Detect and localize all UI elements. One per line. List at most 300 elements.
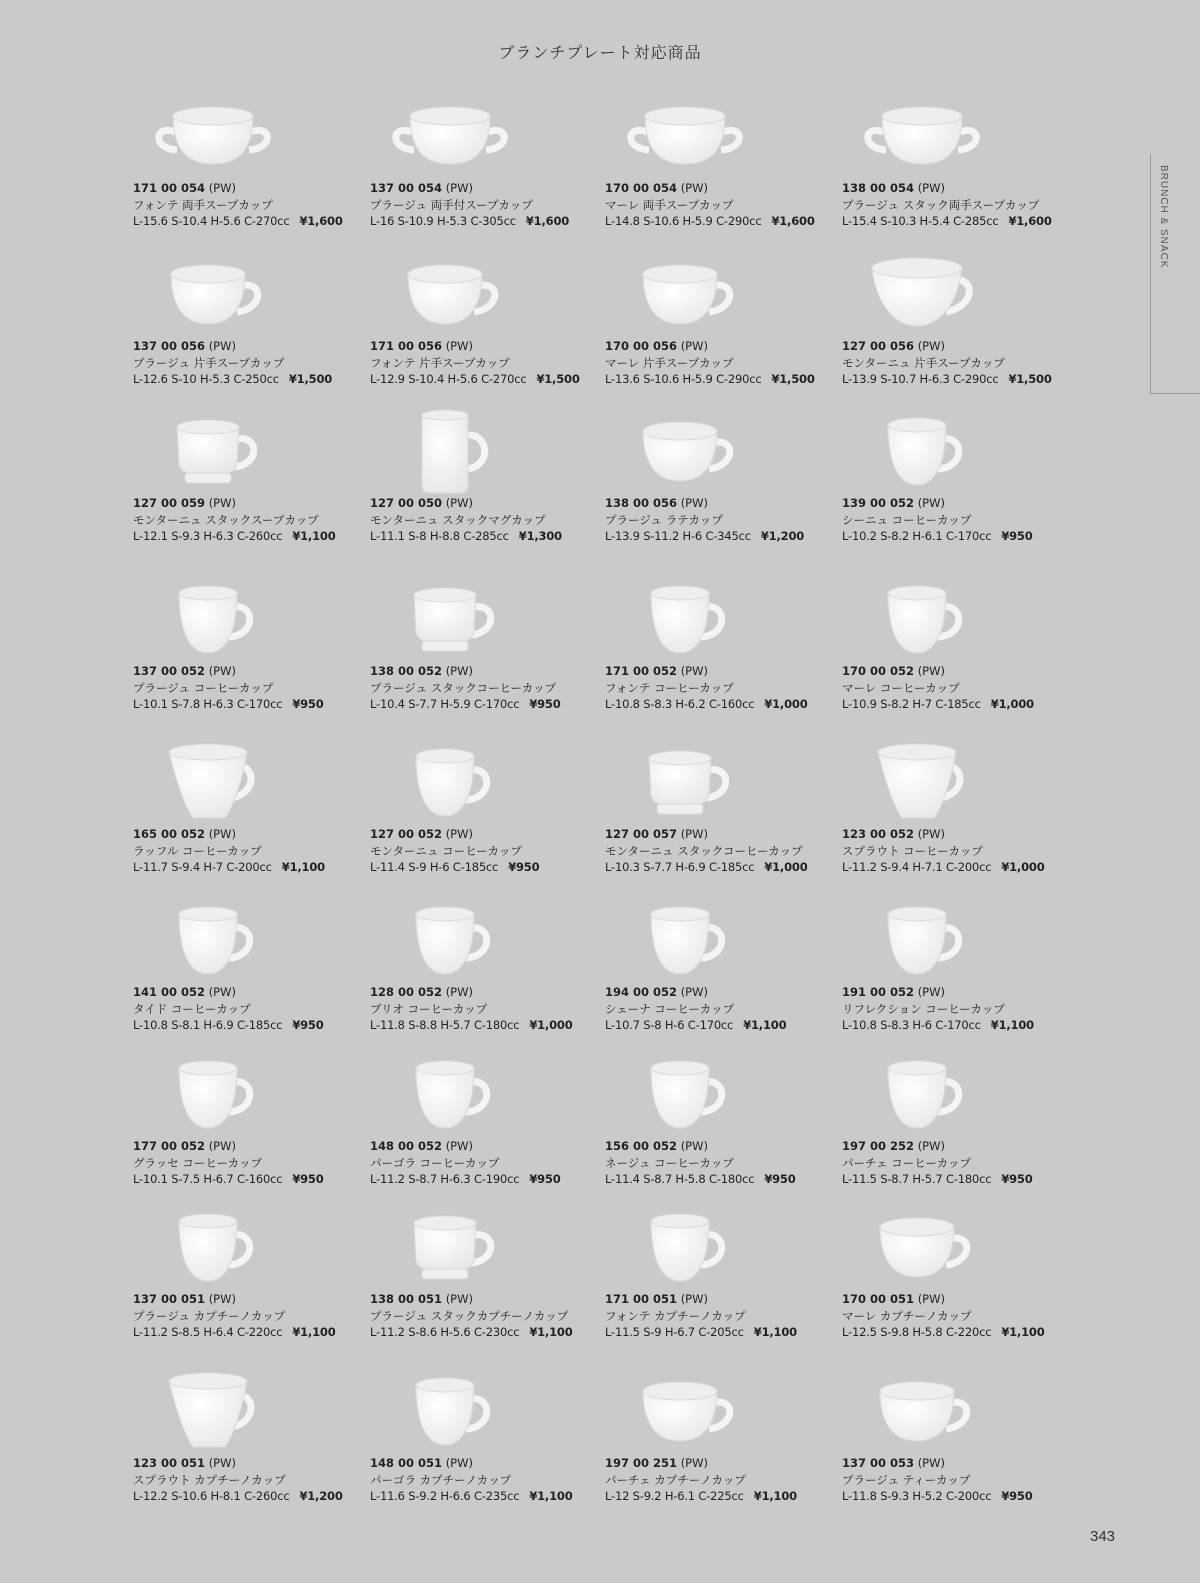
product-photo (133, 1203, 293, 1293)
product-price: ¥1,100 (281, 860, 325, 874)
product-card (370, 92, 610, 242)
product-dimensions: L-10.2 S-8.2 H-6.1 C-170cc (842, 529, 992, 543)
product-card (842, 575, 1082, 725)
product-code-line (133, 1138, 373, 1155)
product-dimensions: L-12.1 S-9.3 H-6.3 C-260cc (133, 529, 283, 543)
product-card (605, 896, 845, 1046)
product-finish: (PW) (208, 1292, 236, 1306)
product-photo (842, 1367, 1002, 1457)
product-name: プラージュ スタックカプチーノカップ (370, 1308, 569, 1323)
product-spec-line (370, 1488, 610, 1505)
product-dimensions: L-11.7 S-9.4 H-7 C-200cc (133, 860, 272, 874)
product-price: ¥1,000 (529, 1018, 573, 1032)
product-spec-line (133, 1171, 373, 1188)
product-name: フォンテ 片手スープカップ (370, 355, 510, 370)
product-photo (842, 250, 1002, 340)
product-info (133, 826, 373, 876)
product-name: プラージュ カプチーノカップ (133, 1308, 286, 1323)
product-dimensions: L-11.5 S-8.7 H-5.7 C-180cc (842, 1172, 992, 1186)
product-spec-line (842, 1324, 1082, 1341)
product-code-line (842, 338, 1082, 355)
product-photo (842, 1050, 1002, 1140)
product-info (133, 338, 373, 388)
product-card (605, 250, 845, 400)
product-price: ¥1,500 (771, 372, 815, 386)
product-info (133, 1455, 373, 1505)
product-price: ¥1,100 (292, 529, 336, 543)
product-price: ¥1,100 (753, 1325, 797, 1339)
product-info (370, 984, 610, 1034)
product-name: パーチェ コーヒーカップ (842, 1155, 972, 1170)
product-code: 123 00 052 (842, 827, 915, 841)
product-code: 138 00 052 (370, 664, 443, 678)
product-finish: (PW) (917, 985, 945, 999)
product-code: 138 00 054 (842, 181, 915, 195)
product-finish: (PW) (445, 985, 473, 999)
product-info (133, 663, 373, 713)
product-info (842, 1291, 1082, 1341)
product-name: プラージュ スタックコーヒーカップ (370, 680, 557, 695)
product-spec-line (842, 1171, 1082, 1188)
product-photo (370, 1203, 530, 1293)
product-info (842, 1455, 1082, 1505)
product-photo (605, 407, 765, 497)
product-price: ¥950 (508, 860, 540, 874)
product-name: モンターニュ 片手スープカップ (842, 355, 1005, 370)
product-finish: (PW) (917, 664, 945, 678)
product-dimensions: L-10.1 S-7.5 H-6.7 C-160cc (133, 1172, 283, 1186)
product-card (842, 407, 1082, 557)
product-finish: (PW) (208, 496, 236, 510)
product-info (605, 826, 845, 876)
product-price: ¥950 (1001, 1489, 1033, 1503)
product-info (133, 495, 373, 545)
product-photo (370, 407, 530, 497)
product-name: マーレ 片手スープカップ (605, 355, 734, 370)
product-spec-line (370, 1324, 610, 1341)
product-info (370, 826, 610, 876)
product-code: 148 00 051 (370, 1456, 443, 1470)
product-dimensions: L-12.2 S-10.6 H-8.1 C-260cc (133, 1489, 290, 1503)
product-code-line (605, 1455, 845, 1472)
product-info (605, 663, 845, 713)
product-spec-line (605, 859, 845, 876)
product-name: パーゴラ コーヒーカップ (370, 1155, 500, 1170)
product-info (605, 1291, 845, 1341)
product-code-line (370, 663, 610, 680)
product-photo (370, 92, 530, 182)
product-photo (842, 407, 1002, 497)
product-spec-line (133, 213, 373, 230)
product-code: 171 00 052 (605, 664, 678, 678)
product-code-line (133, 984, 373, 1001)
product-photo (605, 1050, 765, 1140)
product-info (605, 338, 845, 388)
product-photo (133, 407, 293, 497)
product-spec-line (133, 696, 373, 713)
product-card (605, 92, 845, 242)
product-dimensions: L-11.6 S-9.2 H-6.6 C-235cc (370, 1489, 520, 1503)
product-name: プラージュ ラテカップ (605, 512, 723, 527)
product-card (605, 1050, 845, 1200)
product-dimensions: L-10.1 S-7.8 H-6.3 C-170cc (133, 697, 283, 711)
product-info (605, 495, 845, 545)
product-finish: (PW) (208, 1456, 236, 1470)
product-code: 138 00 051 (370, 1292, 443, 1306)
product-card (605, 575, 845, 725)
product-code: 170 00 054 (605, 181, 678, 195)
product-finish: (PW) (208, 664, 236, 678)
product-code-line (370, 984, 610, 1001)
product-card (133, 1203, 373, 1353)
product-price: ¥1,300 (518, 529, 562, 543)
product-code-line (133, 495, 373, 512)
product-price: ¥1,100 (529, 1325, 573, 1339)
product-price: ¥1,000 (1001, 860, 1045, 874)
product-price: ¥950 (764, 1172, 796, 1186)
product-name: プラージュ コーヒーカップ (133, 680, 274, 695)
product-code-line (133, 1291, 373, 1308)
product-finish: (PW) (208, 985, 236, 999)
product-code: 127 00 056 (842, 339, 915, 353)
product-price: ¥1,600 (525, 214, 570, 228)
product-code: 137 00 051 (133, 1292, 206, 1306)
product-card (370, 575, 610, 725)
product-code: 197 00 251 (605, 1456, 678, 1470)
product-code-line (605, 984, 845, 1001)
product-photo (370, 575, 530, 665)
product-finish: (PW) (680, 1456, 708, 1470)
product-name: スプラウト コーヒーカップ (842, 843, 983, 858)
product-dimensions: L-11.5 S-9 H-6.7 C-205cc (605, 1325, 744, 1339)
product-dimensions: L-12.6 S-10 H-5.3 C-250cc (133, 372, 279, 386)
product-photo (133, 575, 293, 665)
product-code-line (370, 826, 610, 843)
product-name: ネージュ コーヒーカップ (605, 1155, 734, 1170)
product-code: 127 00 050 (370, 496, 443, 510)
product-dimensions: L-10.8 S-8.3 H-6.2 C-160cc (605, 697, 755, 711)
product-name: モンターニュ スタックコーヒーカップ (605, 843, 803, 858)
product-card (370, 738, 610, 888)
product-name: マーレ カプチーノカップ (842, 1308, 972, 1323)
product-photo (133, 92, 293, 182)
product-card (842, 896, 1082, 1046)
product-info (370, 1455, 610, 1505)
product-price: ¥1,200 (299, 1489, 343, 1503)
product-photo (370, 250, 530, 340)
product-name: タイド コーヒーカップ (133, 1001, 251, 1016)
product-info (370, 1138, 610, 1188)
product-code-line (133, 338, 373, 355)
product-code-line (605, 1291, 845, 1308)
product-finish: (PW) (680, 664, 708, 678)
product-card (842, 92, 1082, 242)
product-dimensions: L-10.9 S-8.2 H-7 C-185cc (842, 697, 981, 711)
product-spec-line (370, 859, 610, 876)
product-card (842, 1050, 1082, 1200)
product-code-line (370, 1138, 610, 1155)
product-code-line (370, 180, 610, 197)
product-card (605, 407, 845, 557)
product-finish: (PW) (680, 827, 708, 841)
product-price: ¥950 (292, 1172, 324, 1186)
product-finish: (PW) (917, 1456, 945, 1470)
product-dimensions: L-11.4 S-9 H-6 C-185cc (370, 860, 499, 874)
product-spec-line (605, 1324, 845, 1341)
product-finish: (PW) (917, 1139, 945, 1153)
product-spec-line (133, 1017, 373, 1034)
product-price: ¥1,600 (771, 214, 815, 228)
product-name: プラージュ 片手スープカップ (133, 355, 285, 370)
product-code: 127 00 052 (370, 827, 443, 841)
product-spec-line (133, 371, 373, 388)
product-code-line (605, 180, 845, 197)
product-spec-line (370, 371, 610, 388)
product-spec-line (842, 371, 1082, 388)
product-name: マーレ 両手スープカップ (605, 197, 734, 212)
product-price: ¥950 (1001, 529, 1033, 543)
product-name: スプラウト カプチーノカップ (133, 1472, 286, 1487)
product-name: グラッセ コーヒーカップ (133, 1155, 263, 1170)
product-card (370, 1050, 610, 1200)
product-code-line (605, 338, 845, 355)
product-code-line (370, 1455, 610, 1472)
product-code-line (370, 1291, 610, 1308)
page-title: ブランチプレート対応商品 (498, 43, 702, 62)
product-spec-line (605, 1171, 845, 1188)
product-price: ¥950 (529, 697, 561, 711)
product-spec-line (605, 213, 845, 230)
product-info (842, 1138, 1082, 1188)
product-card (133, 1367, 373, 1517)
product-dimensions: L-15.6 S-10.4 H-5.6 C-270cc (133, 214, 290, 228)
product-code: 137 00 054 (370, 181, 443, 195)
product-name: フォンテ コーヒーカップ (605, 680, 734, 695)
product-photo (605, 1203, 765, 1293)
product-photo (605, 250, 765, 340)
product-code: 138 00 056 (605, 496, 678, 510)
product-name: シェーナ コーヒーカップ (605, 1001, 735, 1016)
product-card (605, 1203, 845, 1353)
product-code-line (842, 1455, 1082, 1472)
product-code-line (133, 826, 373, 843)
product-code: 171 00 051 (605, 1292, 678, 1306)
product-code: 137 00 052 (133, 664, 206, 678)
section-side-label: BRUNCH & SNACK (1158, 165, 1169, 269)
product-name: ブリオ コーヒーカップ (370, 1001, 488, 1016)
product-photo (605, 738, 765, 828)
product-code: 165 00 052 (133, 827, 206, 841)
product-code: 171 00 054 (133, 181, 206, 195)
product-spec-line (133, 1324, 373, 1341)
product-name: パーゴラ カプチーノカップ (370, 1472, 512, 1487)
product-finish: (PW) (445, 339, 473, 353)
product-card (133, 92, 373, 242)
product-card (842, 738, 1082, 888)
product-price: ¥1,000 (990, 697, 1034, 711)
product-code: 141 00 052 (133, 985, 206, 999)
product-card (370, 1203, 610, 1353)
product-code: 128 00 052 (370, 985, 443, 999)
product-code-line (842, 984, 1082, 1001)
product-info (133, 1138, 373, 1188)
product-dimensions: L-11.2 S-9.4 H-7.1 C-200cc (842, 860, 992, 874)
product-finish: (PW) (680, 339, 708, 353)
product-photo (370, 1367, 530, 1457)
product-finish: (PW) (208, 827, 236, 841)
product-info (842, 826, 1082, 876)
product-dimensions: L-11.2 S-8.6 H-5.6 C-230cc (370, 1325, 520, 1339)
product-spec-line (370, 1171, 610, 1188)
product-spec-line (370, 528, 610, 545)
product-price: ¥1,100 (1001, 1325, 1045, 1339)
product-info (605, 984, 845, 1034)
product-card (133, 1050, 373, 1200)
product-photo (842, 575, 1002, 665)
product-photo (133, 896, 293, 986)
product-spec-line (842, 859, 1082, 876)
product-dimensions: L-11.4 S-8.7 H-5.8 C-180cc (605, 1172, 755, 1186)
product-code: 139 00 052 (842, 496, 915, 510)
product-price: ¥1,500 (536, 372, 580, 386)
product-info (133, 984, 373, 1034)
product-spec-line (605, 528, 845, 545)
product-code: 156 00 052 (605, 1139, 678, 1153)
product-dimensions: L-13.9 S-10.7 H-6.3 C-290cc (842, 372, 999, 386)
product-dimensions: L-15.4 S-10.3 H-5.4 C-285cc (842, 214, 999, 228)
product-finish: (PW) (445, 181, 473, 195)
product-card (133, 575, 373, 725)
product-price: ¥950 (292, 1018, 324, 1032)
product-price: ¥950 (529, 1172, 561, 1186)
product-finish: (PW) (917, 1292, 945, 1306)
product-price: ¥1,200 (760, 529, 805, 543)
product-dimensions: L-13.6 S-10.6 H-5.9 C-290cc (605, 372, 762, 386)
product-dimensions: L-10.4 S-7.7 H-5.9 C-170cc (370, 697, 520, 711)
product-dimensions: L-11.1 S-8 H-8.8 C-285cc (370, 529, 509, 543)
product-info (842, 663, 1082, 713)
product-code-line (370, 338, 610, 355)
product-card (370, 896, 610, 1046)
product-card (133, 896, 373, 1046)
product-spec-line (842, 696, 1082, 713)
page-number: 343 (1090, 1528, 1116, 1545)
product-code: 127 00 059 (133, 496, 206, 510)
product-info (370, 180, 610, 230)
product-dimensions: L-11.8 S-9.3 H-5.2 C-200cc (842, 1489, 992, 1503)
product-photo (370, 896, 530, 986)
product-code: 170 00 051 (842, 1292, 915, 1306)
product-spec-line (842, 1488, 1082, 1505)
product-price: ¥1,000 (764, 697, 808, 711)
product-price: ¥1,500 (288, 372, 333, 386)
product-finish: (PW) (680, 496, 708, 510)
product-info (842, 495, 1082, 545)
product-code-line (133, 1455, 373, 1472)
product-price: ¥1,600 (1008, 214, 1052, 228)
product-dimensions: L-12.5 S-9.8 H-5.8 C-220cc (842, 1325, 992, 1339)
product-finish: (PW) (445, 664, 473, 678)
product-info (842, 338, 1082, 388)
product-card (133, 250, 373, 400)
product-finish: (PW) (445, 1456, 473, 1470)
product-code-line (370, 495, 610, 512)
product-spec-line (605, 371, 845, 388)
product-finish: (PW) (917, 827, 945, 841)
product-code-line (842, 826, 1082, 843)
product-name: モンターニュ スタックマグカップ (370, 512, 546, 527)
product-card (370, 1367, 610, 1517)
product-info (370, 663, 610, 713)
product-price: ¥950 (1001, 1172, 1033, 1186)
product-photo (842, 738, 1002, 828)
product-finish: (PW) (208, 1139, 236, 1153)
product-name: フォンテ 両手スープカップ (133, 197, 273, 212)
product-code: 197 00 252 (842, 1139, 915, 1153)
product-info (133, 180, 373, 230)
product-spec-line (133, 859, 373, 876)
product-photo (370, 738, 530, 828)
product-price: ¥1,600 (299, 214, 343, 228)
product-name: リフレクション コーヒーカップ (842, 1001, 1005, 1016)
product-finish: (PW) (680, 985, 708, 999)
product-dimensions: L-12.9 S-10.4 H-5.6 C-270cc (370, 372, 527, 386)
product-price: ¥1,100 (743, 1018, 787, 1032)
product-finish: (PW) (917, 339, 945, 353)
product-spec-line (842, 213, 1082, 230)
product-dimensions: L-11.2 S-8.5 H-6.4 C-220cc (133, 1325, 283, 1339)
product-name: プラージュ スタック両手スープカップ (842, 197, 1040, 212)
product-price: ¥1,100 (292, 1325, 336, 1339)
product-finish: (PW) (445, 1292, 473, 1306)
product-price: ¥1,100 (990, 1018, 1034, 1032)
product-dimensions: L-10.8 S-8.1 H-6.9 C-185cc (133, 1018, 283, 1032)
product-finish: (PW) (208, 181, 236, 195)
product-card (842, 1203, 1082, 1353)
product-code-line (605, 1138, 845, 1155)
product-spec-line (370, 696, 610, 713)
product-info (370, 338, 610, 388)
product-spec-line (842, 528, 1082, 545)
product-info (605, 1138, 845, 1188)
product-name: ラッフル コーヒーカップ (133, 843, 262, 858)
product-photo (605, 1367, 765, 1457)
product-dimensions: L-13.9 S-11.2 H-6 C-345cc (605, 529, 751, 543)
product-code: 148 00 052 (370, 1139, 443, 1153)
product-finish: (PW) (680, 181, 708, 195)
product-card (133, 738, 373, 888)
product-name: モンターニュ コーヒーカップ (370, 843, 522, 858)
product-name: プラージュ 両手付スープカップ (370, 197, 533, 212)
product-code: 177 00 052 (133, 1139, 206, 1153)
product-spec-line (133, 1488, 373, 1505)
product-card (842, 1367, 1082, 1517)
product-finish: (PW) (917, 181, 945, 195)
product-photo (842, 896, 1002, 986)
product-photo (133, 1050, 293, 1140)
product-name: モンターニュ スタックスープカップ (133, 512, 319, 527)
product-info (842, 180, 1082, 230)
product-photo (133, 250, 293, 340)
product-code: 171 00 056 (370, 339, 443, 353)
product-spec-line (133, 528, 373, 545)
product-dimensions: L-11.2 S-8.7 H-6.3 C-190cc (370, 1172, 520, 1186)
product-photo (605, 575, 765, 665)
product-code: 137 00 053 (842, 1456, 915, 1470)
product-name: フォンテ カプチーノカップ (605, 1308, 746, 1323)
product-code-line (842, 1291, 1082, 1308)
product-photo (133, 738, 293, 828)
